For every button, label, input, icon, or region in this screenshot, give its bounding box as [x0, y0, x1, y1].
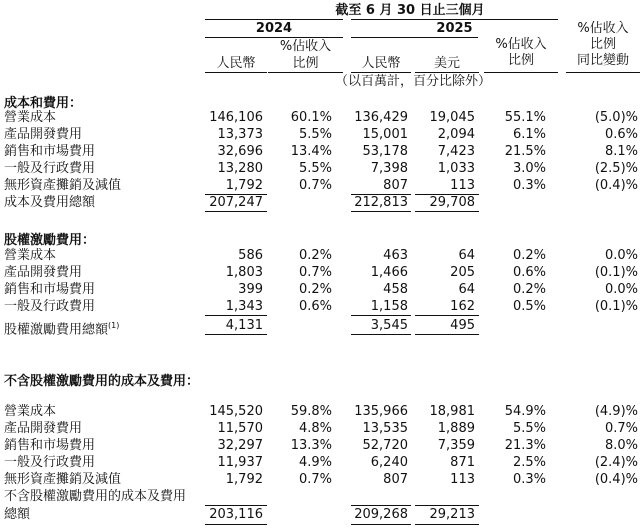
- cell-rmb24: 13,373: [217, 127, 263, 142]
- cell-pct24: 5.5%: [298, 161, 332, 176]
- row-label: 產品開發費用: [4, 265, 83, 280]
- cell-usd25: 18,981: [429, 404, 475, 419]
- cell-pct25: 0.3%: [512, 178, 546, 193]
- cell-pct25: 54.9%: [504, 404, 546, 419]
- row-label: 銷售和市場費用: [4, 438, 96, 453]
- cell-yoy: 8.1%: [604, 144, 638, 159]
- total-label: 成本及費用總額: [4, 195, 96, 210]
- cell-pct25: 0.2%: [512, 282, 546, 297]
- cell-pct25: 3.0%: [512, 161, 546, 176]
- rule-2025: [351, 37, 478, 38]
- cell-pct25: 0.5%: [512, 299, 546, 314]
- total-rule: [415, 211, 479, 212]
- cell-rmb25: 52,720: [362, 438, 408, 453]
- footnote-marker: (1): [108, 321, 120, 330]
- cell-yoy: (2.4)%: [594, 455, 638, 470]
- year-2025-header: 2025: [436, 21, 473, 36]
- rule-yoy: [566, 72, 640, 73]
- cell-rmb24: 399: [238, 282, 263, 297]
- cell-pct25: 0.2%: [512, 248, 546, 263]
- cell-usd25: 871: [450, 455, 475, 470]
- rule-period-right: [351, 19, 558, 20]
- cell-rmb25: 136,429: [354, 110, 408, 125]
- rule-pct24: [268, 72, 343, 73]
- row-label: 一般及行政費用: [4, 455, 96, 470]
- cell-pct25: 2.5%: [512, 455, 546, 470]
- cell-usd25: 1,033: [437, 161, 475, 176]
- cell-rmb24: 1,792: [225, 472, 263, 487]
- cell-rmb25: 463: [383, 248, 408, 263]
- cell-pct24: 59.8%: [290, 404, 332, 419]
- subtotal-rule: [415, 505, 479, 506]
- year-2024-header: 2024: [255, 21, 293, 36]
- cell-rmb24: 11,937: [217, 455, 263, 470]
- section-title-costs: 成本和費用：: [4, 96, 83, 111]
- cell-usd25: 205: [450, 265, 475, 280]
- subtotal-rule: [351, 315, 411, 316]
- cell-rmb25: 53,178: [362, 144, 408, 159]
- cell-rmb25: 807: [383, 472, 408, 487]
- subtotal-rule: [415, 315, 479, 316]
- row-label: 產品開發費用: [4, 421, 83, 436]
- total-rule: [351, 524, 411, 525]
- pct25-header-line2: 比例: [507, 53, 534, 68]
- total-rule: [351, 211, 411, 212]
- unit-note: （以百萬計，百分比除外）: [334, 74, 491, 89]
- total-rule: [205, 211, 267, 212]
- row-label: 產品開發費用: [4, 127, 83, 142]
- total-rmb25: 3,545: [370, 318, 408, 333]
- cell-yoy: (4.9)%: [594, 404, 638, 419]
- cell-pct24: 0.2%: [298, 282, 332, 297]
- cell-rmb24: 1,803: [225, 265, 263, 280]
- cell-pct24: 60.1%: [290, 110, 332, 125]
- rule-usd25: [415, 72, 479, 73]
- row-label: 營業成本: [4, 248, 57, 263]
- cell-rmb25: 1,158: [370, 299, 408, 314]
- total-rmb24: 207,247: [209, 195, 263, 210]
- cell-yoy: (0.4)%: [594, 178, 638, 193]
- cell-pct25: 0.6%: [512, 265, 546, 280]
- yoy-header-line3: 同比變動: [576, 53, 629, 68]
- cell-usd25: 1,889: [437, 421, 475, 436]
- pct25-header-line1: %佔收入: [495, 37, 547, 52]
- total-label-line2: 總額: [4, 507, 31, 522]
- rule-rmb25: [351, 72, 411, 73]
- cell-yoy: 0.0%: [604, 282, 638, 297]
- cell-pct24: 0.2%: [298, 248, 332, 263]
- total-rmb24: 203,116: [209, 507, 263, 522]
- total-rule: [351, 334, 411, 335]
- rule-2024: [205, 37, 343, 38]
- section-title-sbc: 股權激勵費用：: [4, 233, 96, 248]
- cell-rmb24: 11,570: [217, 421, 263, 436]
- row-label: 無形資產攤銷及減值: [4, 472, 122, 487]
- cell-pct24: 0.7%: [298, 472, 332, 487]
- cell-pct25: 55.1%: [504, 110, 546, 125]
- rule-period-left: [205, 19, 343, 20]
- cell-pct24: 13.3%: [290, 438, 332, 453]
- rmb25-header: 人民幣: [361, 56, 401, 71]
- cell-yoy: (0.1)%: [594, 299, 638, 314]
- cell-rmb25: 13,535: [362, 421, 408, 436]
- cell-usd25: 113: [450, 472, 475, 487]
- rule-rmb24: [205, 72, 267, 73]
- cell-yoy: (0.4)%: [594, 472, 638, 487]
- cell-usd25: 162: [450, 299, 475, 314]
- row-label: 一般及行政費用: [4, 161, 96, 176]
- rmb24-header: 人民幣: [216, 56, 256, 71]
- row-label: 營業成本: [4, 110, 57, 125]
- row-label: 無形資產攤銷及減值: [4, 178, 122, 193]
- cell-rmb24: 32,297: [217, 438, 263, 453]
- total-usd25: 29,213: [429, 507, 475, 522]
- cell-usd25: 7,359: [437, 438, 475, 453]
- cell-pct25: 21.3%: [504, 438, 546, 453]
- total-rule: [415, 524, 479, 525]
- total-label-text: 股權激勵費用總額: [4, 322, 109, 338]
- cell-rmb25: 7,398: [370, 161, 408, 176]
- cell-rmb25: 135,966: [354, 404, 408, 419]
- pct24-header-line2: 比例: [292, 56, 319, 71]
- cell-rmb24: 1,343: [225, 299, 263, 314]
- cell-pct25: 0.3%: [512, 472, 546, 487]
- cell-yoy: (5.0)%: [594, 110, 638, 125]
- total-usd25: 495: [450, 318, 475, 333]
- cell-pct24: 0.6%: [298, 299, 332, 314]
- cell-pct25: 21.5%: [504, 144, 546, 159]
- rule-pct25: [484, 72, 558, 73]
- cell-yoy: (2.5)%: [594, 161, 638, 176]
- total-label-line1: 不含股權激勵費用的成本及費用: [4, 489, 187, 504]
- subtotal-rule: [205, 315, 267, 316]
- cell-yoy: (0.1)%: [594, 265, 638, 280]
- total-rmb25: 209,268: [354, 507, 408, 522]
- cell-pct24: 4.9%: [298, 455, 332, 470]
- usd25-header: 美元: [433, 56, 460, 71]
- yoy-header-line1: %佔收入: [577, 21, 629, 36]
- cell-pct24: 5.5%: [298, 127, 332, 142]
- yoy-header-line2: 比例: [589, 37, 616, 52]
- cell-rmb25: 15,001: [362, 127, 408, 142]
- cell-rmb24: 145,520: [209, 404, 263, 419]
- cell-yoy: 0.6%: [604, 127, 638, 142]
- cell-rmb25: 1,466: [370, 265, 408, 280]
- cell-pct24: 0.7%: [298, 178, 332, 193]
- cell-rmb24: 32,696: [217, 144, 263, 159]
- cell-usd25: 7,423: [437, 144, 475, 159]
- cell-yoy: 0.7%: [604, 421, 638, 436]
- cell-pct24: 0.7%: [298, 265, 332, 280]
- cell-rmb24: 13,280: [217, 161, 263, 176]
- cell-usd25: 19,045: [429, 110, 475, 125]
- pct24-header-line1: %佔收入: [279, 39, 332, 54]
- row-label: 銷售和市場費用: [4, 282, 96, 297]
- cell-pct24: 4.8%: [298, 421, 332, 436]
- cell-usd25: 113: [450, 178, 475, 193]
- cell-yoy: 0.0%: [604, 248, 638, 263]
- section-title-ex-sbc: 不含股權激勵費用的成本及費用：: [4, 374, 200, 389]
- total-label: [4, 318, 119, 337]
- period-header: 截至 6 月 30 日止三個月: [335, 3, 485, 18]
- cell-rmb25: 458: [383, 282, 408, 297]
- cell-usd25: 64: [458, 248, 475, 263]
- cell-rmb24: 146,106: [209, 110, 263, 125]
- total-rmb24: 4,131: [225, 318, 263, 333]
- cell-rmb25: 807: [383, 178, 408, 193]
- cell-pct25: 5.5%: [512, 421, 546, 436]
- cell-pct25: 6.1%: [512, 127, 546, 142]
- cell-yoy: 8.0%: [604, 438, 638, 453]
- cell-pct24: 13.4%: [290, 144, 332, 159]
- subtotal-rule: [351, 505, 411, 506]
- total-rule: [205, 334, 267, 335]
- cell-usd25: 2,094: [437, 127, 475, 142]
- cell-rmb25: 6,240: [370, 455, 408, 470]
- total-usd25: 29,708: [429, 195, 475, 210]
- total-rmb25: 212,813: [354, 195, 408, 210]
- row-label: 銷售和市場費用: [4, 144, 96, 159]
- subtotal-rule: [205, 505, 267, 506]
- total-rule: [205, 524, 267, 525]
- cell-rmb24: 586: [238, 248, 263, 263]
- cell-usd25: 64: [458, 282, 475, 297]
- row-label: 一般及行政費用: [4, 299, 96, 314]
- row-label: 營業成本: [4, 404, 57, 419]
- total-rule: [415, 334, 479, 335]
- cell-rmb24: 1,792: [225, 178, 263, 193]
